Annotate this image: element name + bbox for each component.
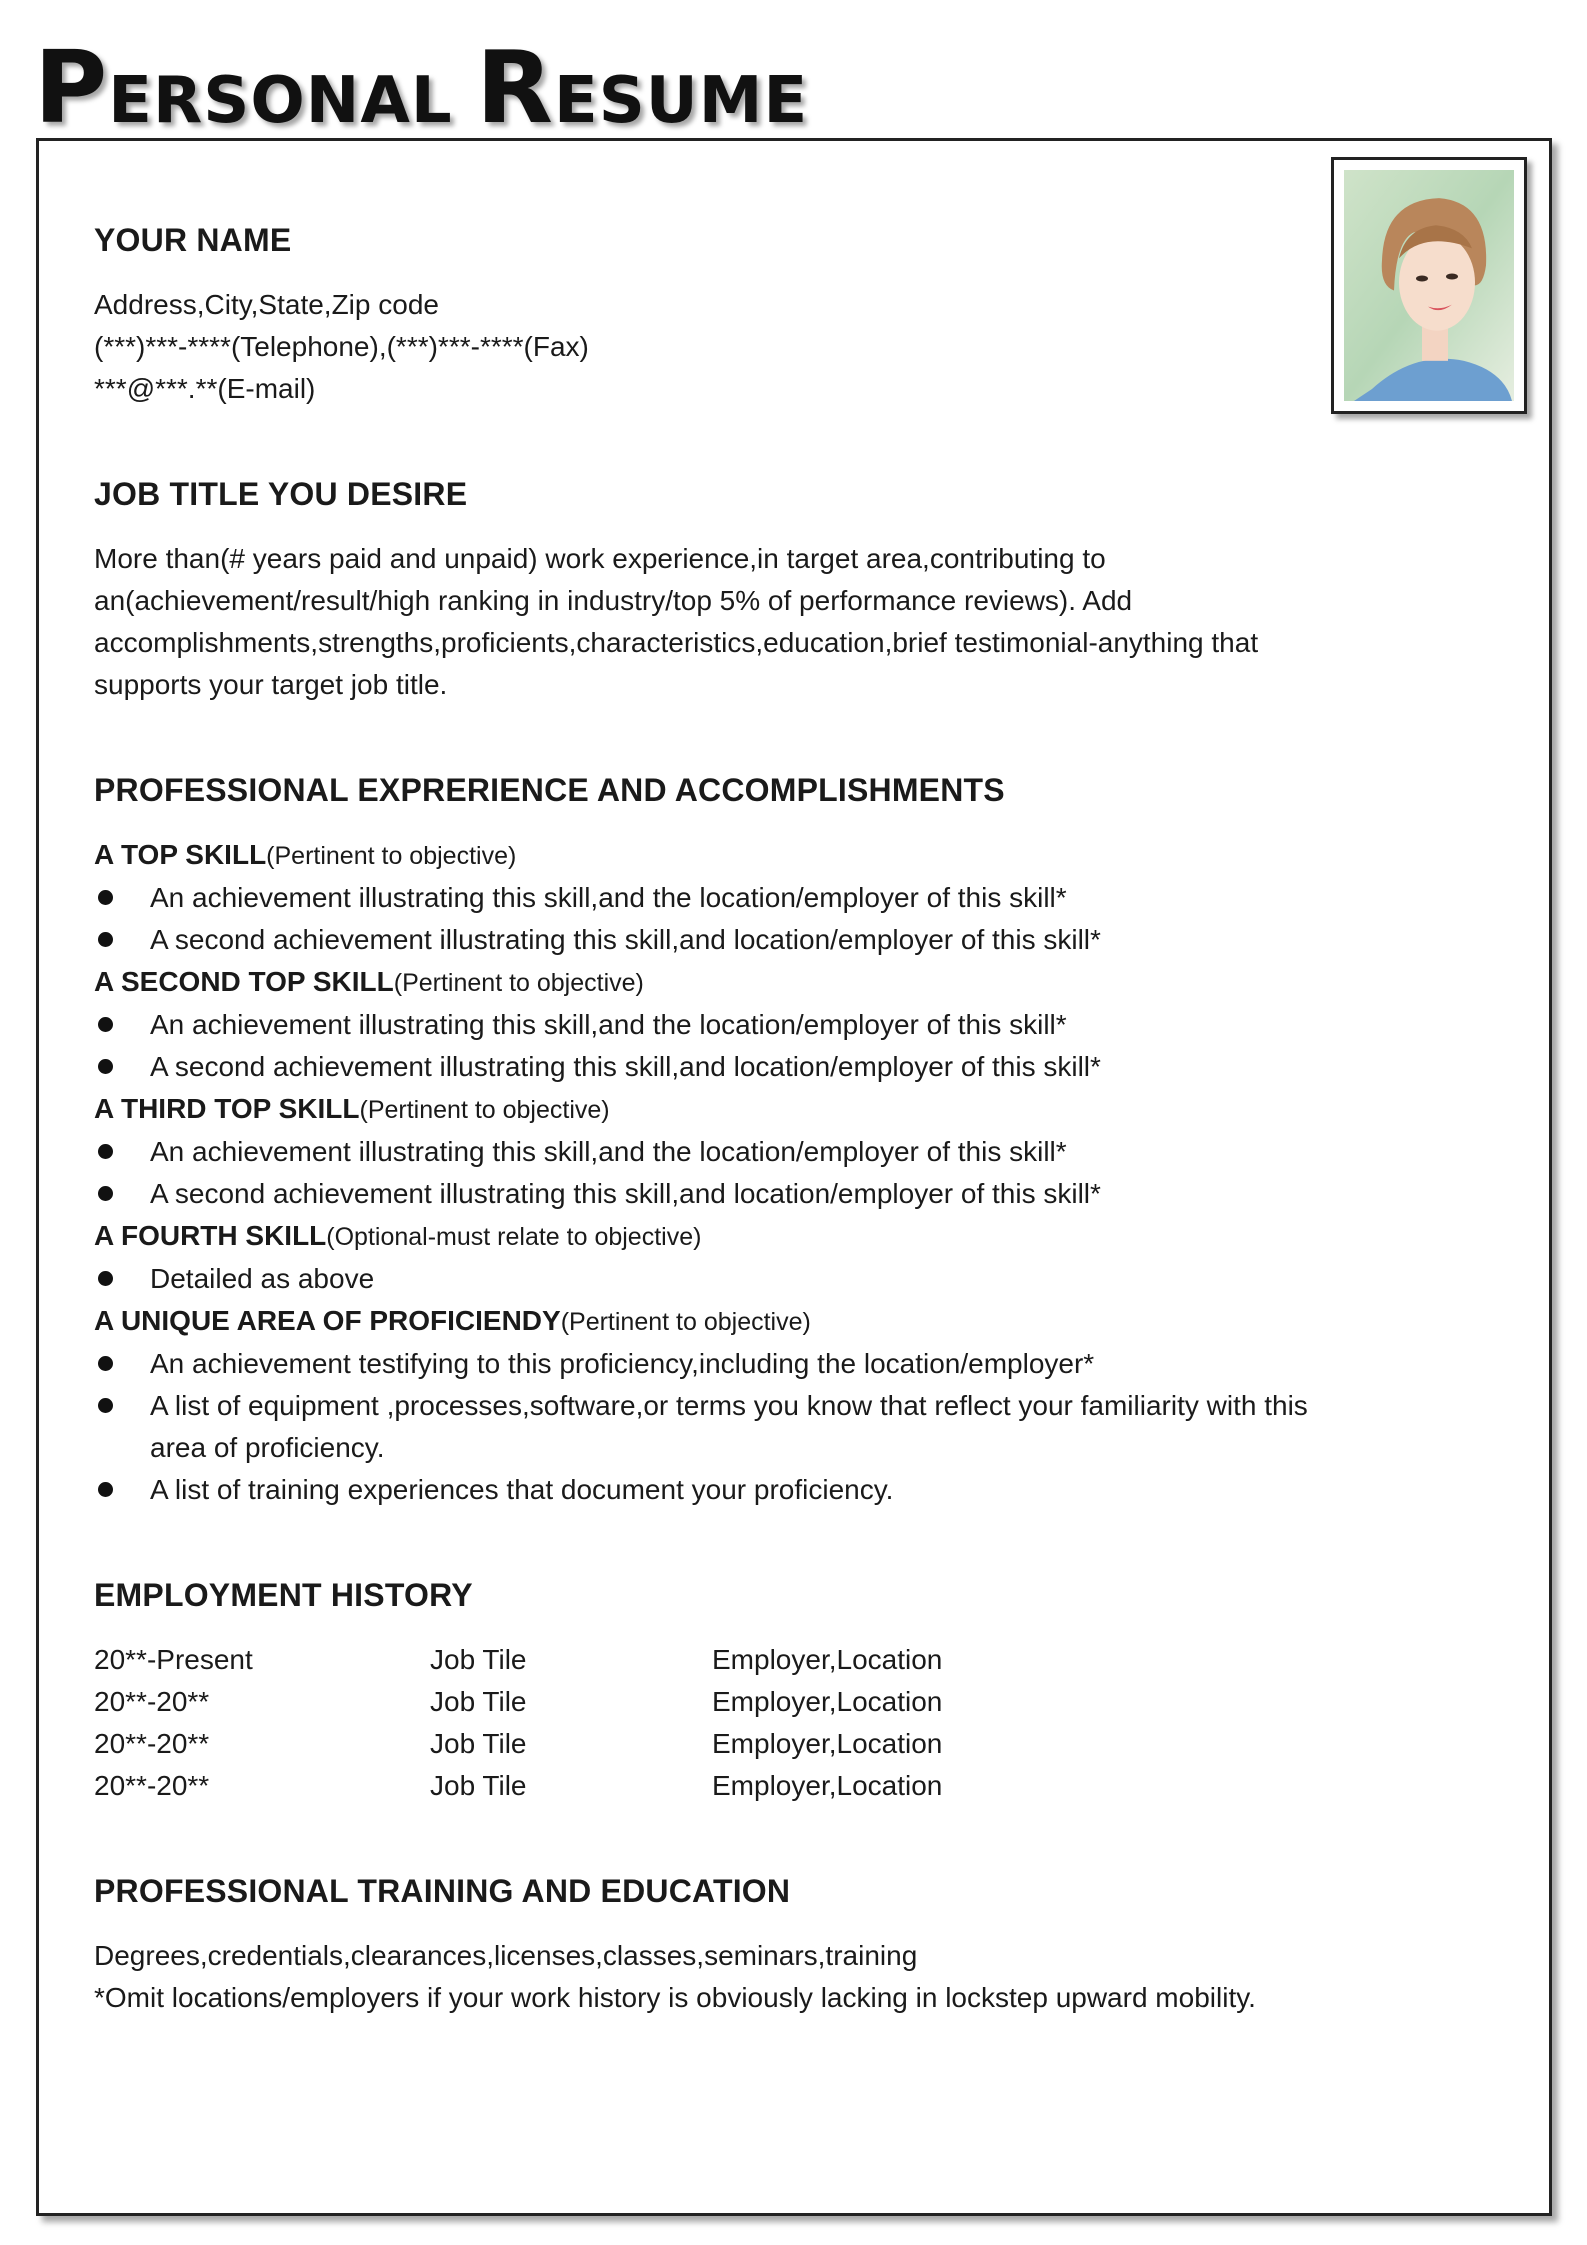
list-item bbox=[94, 1385, 1424, 1469]
skill-bullets bbox=[94, 877, 1424, 961]
bullet-icon bbox=[98, 1144, 113, 1159]
experience-heading: PROFESSIONAL EXPRERIENCE AND ACCOMPLISHMENTS bbox=[94, 772, 1005, 808]
employment-dates: 20**-Present bbox=[94, 1644, 253, 1675]
education-footnote: *Omit locations/employers if your work history is obviously lacking in lockstep upward mobility. bbox=[94, 1982, 1256, 2013]
skill-name: A THIRD TOP SKILL bbox=[94, 1093, 360, 1124]
skill-name: A UNIQUE AREA OF PROFICIENDY bbox=[94, 1305, 561, 1336]
title-word-resume-rest: ESUME bbox=[553, 64, 809, 138]
bullet-icon bbox=[98, 1482, 113, 1497]
education-details bbox=[94, 1935, 1424, 2019]
skill-title bbox=[94, 834, 1424, 877]
employment-job-title: Job Tile bbox=[430, 1770, 527, 1801]
employment-employer: Employer,Location bbox=[712, 1770, 943, 1801]
employment-job-title: Job Tile bbox=[430, 1644, 527, 1675]
bullet-icon bbox=[98, 1017, 113, 1032]
contact-address: Address,City,State,Zip code bbox=[94, 289, 439, 320]
education-section bbox=[94, 1869, 1424, 2019]
bullet-text: An achievement illustrating this skill,and the location/employer of this skill* bbox=[150, 1136, 1067, 1167]
list-item bbox=[94, 1343, 1424, 1385]
list-item bbox=[94, 1131, 1424, 1173]
skill-group bbox=[94, 1088, 1424, 1215]
objective-line: supports your target job title. bbox=[94, 669, 448, 700]
list-item bbox=[94, 919, 1424, 961]
table-row bbox=[94, 1723, 1424, 1765]
objective-heading: JOB TITLE YOU DESIRE bbox=[94, 476, 468, 512]
employment-section bbox=[94, 1573, 1424, 1807]
bullet-text: An achievement illustrating this skill,and the location/employer of this skill* bbox=[150, 1009, 1067, 1040]
contact-section bbox=[94, 218, 1424, 410]
bullet-text: A second achievement illustrating this skill,and location/employer of this skill* bbox=[150, 924, 1101, 955]
skill-bullets bbox=[94, 1343, 1424, 1511]
objective-line: accomplishments,strengths,proficients,characteristics,education,brief testimonial-anything that bbox=[94, 627, 1259, 658]
page-title bbox=[34, 29, 809, 146]
bullet-text: A second achievement illustrating this skill,and location/employer of this skill* bbox=[150, 1178, 1101, 1209]
employment-employer: Employer,Location bbox=[712, 1644, 943, 1675]
list-item bbox=[94, 1004, 1424, 1046]
resume-content bbox=[94, 218, 1424, 2081]
skill-title bbox=[94, 961, 1424, 1004]
skill-group bbox=[94, 1300, 1424, 1511]
bullet-icon bbox=[98, 890, 113, 905]
bullet-icon bbox=[98, 1356, 113, 1371]
skill-note: (Pertinent to objective) bbox=[393, 969, 644, 997]
objective-section bbox=[94, 472, 1424, 706]
skill-bullets bbox=[94, 1131, 1424, 1215]
bullet-text: A list of training experiences that document your proficiency. bbox=[150, 1474, 894, 1505]
skill-title bbox=[94, 1215, 1424, 1258]
list-item bbox=[94, 1173, 1424, 1215]
skill-note: (Pertinent to objective) bbox=[560, 1308, 811, 1336]
skill-title bbox=[94, 1300, 1424, 1343]
objective-line: an(achievement/result/high ranking in industry/top 5% of performance reviews). Add bbox=[94, 585, 1133, 616]
employment-employer: Employer,Location bbox=[712, 1686, 943, 1717]
bullet-text: area of proficiency. bbox=[150, 1432, 385, 1463]
employment-dates: 20**-20** bbox=[94, 1728, 210, 1759]
skill-bullets bbox=[94, 1258, 1424, 1300]
bullet-text: A second achievement illustrating this skill,and location/employer of this skill* bbox=[150, 1051, 1101, 1082]
list-item bbox=[94, 1046, 1424, 1088]
education-line: Degrees,credentials,clearances,licenses,classes,seminars,training bbox=[94, 1940, 918, 1971]
table-row bbox=[94, 1681, 1424, 1723]
bullet-icon bbox=[98, 1271, 113, 1286]
employment-dates: 20**-20** bbox=[94, 1770, 210, 1801]
contact-details bbox=[94, 284, 1424, 410]
contact-heading: YOUR NAME bbox=[94, 222, 292, 258]
bullet-icon bbox=[98, 1398, 113, 1413]
skill-note: (Pertinent to objective) bbox=[359, 1096, 610, 1124]
objective-summary bbox=[94, 538, 1424, 706]
title-word-personal-rest: ERSONAL bbox=[108, 64, 453, 138]
skill-name: A TOP SKILL bbox=[94, 839, 267, 870]
list-item bbox=[94, 1258, 1424, 1300]
skill-group bbox=[94, 961, 1424, 1088]
skill-name: A SECOND TOP SKILL bbox=[94, 966, 394, 997]
title-initial-p: P bbox=[34, 29, 109, 146]
bullet-icon bbox=[98, 1186, 113, 1201]
bullet-icon bbox=[98, 1059, 113, 1074]
title-initial-r: R bbox=[475, 29, 554, 146]
bullet-text: A list of equipment ,processes,software,or terms you know that reflect your familiarity with this bbox=[150, 1390, 1308, 1421]
contact-phone-fax: (***)***-****(Telephone),(***)***-****(Fax) bbox=[94, 331, 589, 362]
employment-heading: EMPLOYMENT HISTORY bbox=[94, 1577, 473, 1613]
skill-note: (Optional-must relate to objective) bbox=[326, 1223, 702, 1251]
employment-job-title: Job Tile bbox=[430, 1728, 527, 1759]
table-row bbox=[94, 1639, 1424, 1681]
skill-note: (Pertinent to objective) bbox=[266, 842, 517, 870]
skill-group bbox=[94, 1215, 1424, 1300]
bullet-icon bbox=[98, 932, 113, 947]
skill-title bbox=[94, 1088, 1424, 1131]
skill-name: A FOURTH SKILL bbox=[94, 1220, 327, 1251]
employment-job-title: Job Tile bbox=[430, 1686, 527, 1717]
skill-group bbox=[94, 834, 1424, 961]
objective-line: More than(# years paid and unpaid) work experience,in target area,contributing to bbox=[94, 543, 1106, 574]
employment-table bbox=[94, 1639, 1424, 1807]
list-item bbox=[94, 877, 1424, 919]
skill-bullets bbox=[94, 1004, 1424, 1088]
list-item bbox=[94, 1469, 1424, 1511]
table-row bbox=[94, 1765, 1424, 1807]
contact-email: ***@***.**(E-mail) bbox=[94, 373, 316, 404]
bullet-text: Detailed as above bbox=[150, 1263, 375, 1294]
bullet-text: An achievement testifying to this proficiency,including the location/employer* bbox=[150, 1348, 1095, 1379]
bullet-text: An achievement illustrating this skill,and the location/employer of this skill* bbox=[150, 882, 1067, 913]
employment-employer: Employer,Location bbox=[712, 1728, 943, 1759]
education-heading: PROFESSIONAL TRAINING AND EDUCATION bbox=[94, 1873, 791, 1909]
experience-section bbox=[94, 768, 1424, 1511]
employment-dates: 20**-20** bbox=[94, 1686, 210, 1717]
